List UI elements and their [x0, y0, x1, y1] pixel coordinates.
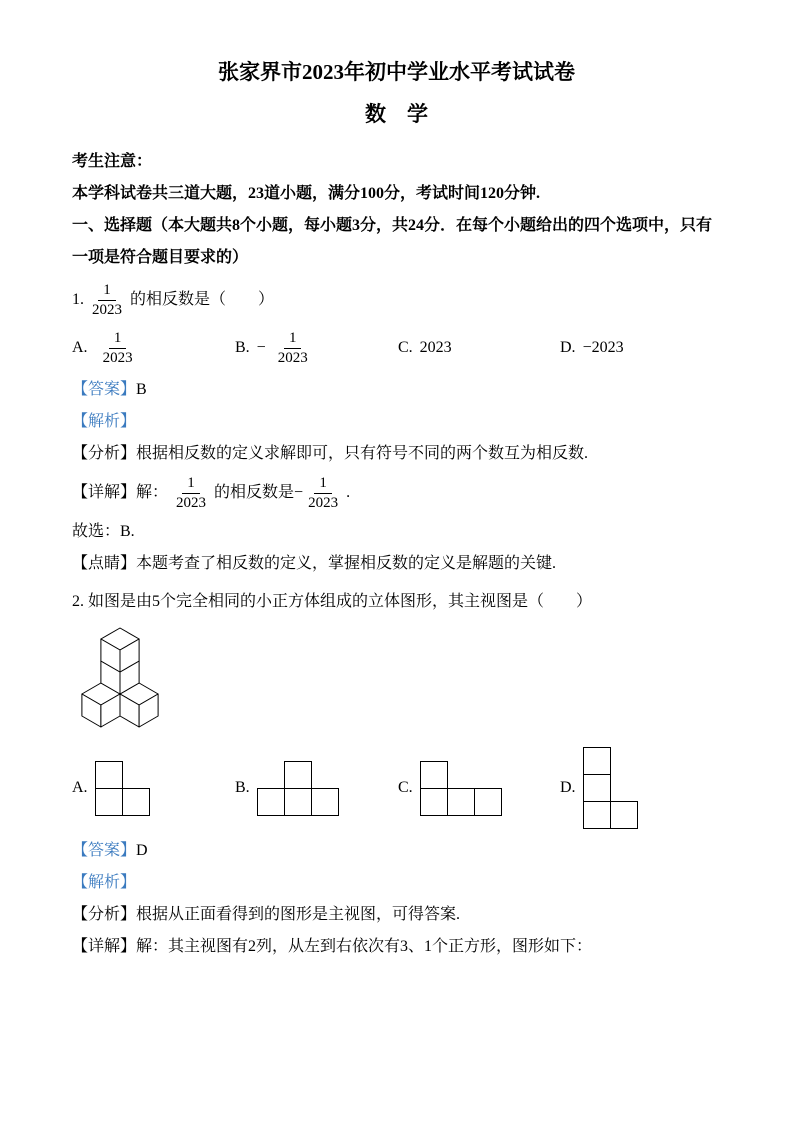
option-d	[560, 339, 721, 357]
option-a	[72, 761, 235, 816]
square-cell	[583, 747, 611, 775]
option-a	[72, 329, 235, 368]
conclusion-text: 故选：B.	[72, 523, 135, 540]
option-label: D.	[560, 339, 576, 356]
option-d	[560, 747, 721, 829]
section1-heading: 一、选择题（本大题共8个小题，每小题3分，共24分．在每个小题给出的四个选项中，只有一项是符合题目要求的）	[72, 217, 713, 266]
question-1-stem-text: 的相反数是（ ）	[130, 291, 275, 309]
answer-value: B	[136, 381, 147, 398]
option-c	[398, 761, 560, 816]
square-cell	[95, 761, 123, 789]
option-c	[398, 339, 560, 357]
square-cell	[311, 788, 339, 816]
fraction	[98, 329, 138, 368]
option-label: A.	[72, 339, 88, 356]
jiexi-line	[72, 867, 721, 899]
fraction	[87, 281, 127, 320]
fraction-denominator: 2023	[308, 494, 339, 511]
option-value: 2023	[419, 339, 452, 356]
option-b	[235, 329, 398, 368]
square-cell	[420, 761, 448, 789]
answer-label: 【答案】	[72, 381, 137, 398]
option-label: C.	[398, 339, 413, 356]
fraction	[171, 474, 211, 513]
fraction-numerator: 1	[284, 329, 302, 349]
option-label: B.	[235, 779, 250, 796]
detail-suffix: .	[346, 484, 351, 502]
square-cell	[257, 788, 285, 816]
minus-sign: −	[294, 484, 304, 502]
analysis-text: 【分析】根据相反数的定义求解即可，只有符号不同的两个数互为相反数.	[72, 445, 589, 462]
option-label: B.	[235, 339, 250, 356]
square-cell	[122, 788, 150, 816]
square-cell	[610, 801, 638, 829]
answer-line	[72, 374, 721, 406]
fraction-numerator: 1	[182, 474, 200, 494]
detail-prefix: 【详解】解：	[72, 484, 169, 502]
question-2-stem: 2. 如图是由5个完全相同的小正方体组成的立体图形，其主视图是（ ）	[72, 593, 593, 610]
answer-value: D	[136, 842, 148, 859]
question-2-options	[72, 747, 721, 829]
answer-line	[72, 835, 721, 867]
fraction-denominator: 2023	[102, 349, 133, 366]
fraction-denominator: 2023	[176, 494, 207, 511]
square-cell	[95, 788, 123, 816]
fraction-denominator: 2023	[277, 349, 308, 366]
notice-body: 本学科试卷共三道大题，23道小题，满分100分，考试时间120分钟.	[72, 185, 541, 202]
notice-heading: 考生注意：	[72, 153, 153, 170]
question-1-number: 1.	[72, 291, 84, 309]
option-shape-grid	[95, 761, 150, 816]
exam-title: 张家界市2023年初中学业水平考试试卷	[218, 60, 575, 84]
fraction-numerator: 1	[109, 329, 127, 349]
jiexi-label: 【解析】	[72, 413, 137, 430]
option-shape-grid	[583, 747, 638, 829]
fraction	[273, 329, 313, 368]
square-cell	[284, 788, 312, 816]
analysis-text: 【分析】根据从正面看得到的图形是主视图，可得答案.	[72, 906, 461, 923]
square-cell	[420, 788, 448, 816]
cube-figure-svg	[74, 622, 166, 734]
note-text: 【点睛】本题考查了相反数的定义，掌握相反数的定义是解题的关键.	[72, 555, 557, 572]
detail-line	[72, 470, 721, 516]
jiexi-line	[72, 406, 721, 438]
square-cell	[447, 788, 475, 816]
cube-figure	[74, 622, 721, 739]
detail-text: 【详解】解：其主视图有2列，从左到右依次有3、1个正方形，图形如下：	[72, 938, 593, 955]
exam-subject: 数 学	[365, 102, 428, 126]
jiexi-label: 【解析】	[72, 874, 137, 891]
minus-sign: −	[256, 339, 266, 356]
square-cell	[474, 788, 502, 816]
question-1-stem	[72, 276, 721, 324]
option-label: C.	[398, 779, 413, 796]
question-1-options	[72, 326, 721, 370]
fraction-numerator: 1	[314, 474, 332, 494]
square-cell	[583, 774, 611, 802]
square-cell	[284, 761, 312, 789]
option-label: D.	[560, 779, 576, 796]
detail-mid: 的相反数是	[214, 484, 295, 502]
option-value: −2023	[582, 339, 624, 356]
option-b	[235, 761, 398, 816]
option-shape-grid	[257, 761, 339, 816]
fraction-denominator: 2023	[92, 301, 122, 318]
option-label: A.	[72, 779, 88, 796]
option-shape-grid	[420, 761, 502, 816]
fraction-numerator: 1	[98, 281, 116, 301]
square-cell	[583, 801, 611, 829]
answer-label: 【答案】	[72, 842, 137, 859]
fraction	[303, 474, 343, 513]
